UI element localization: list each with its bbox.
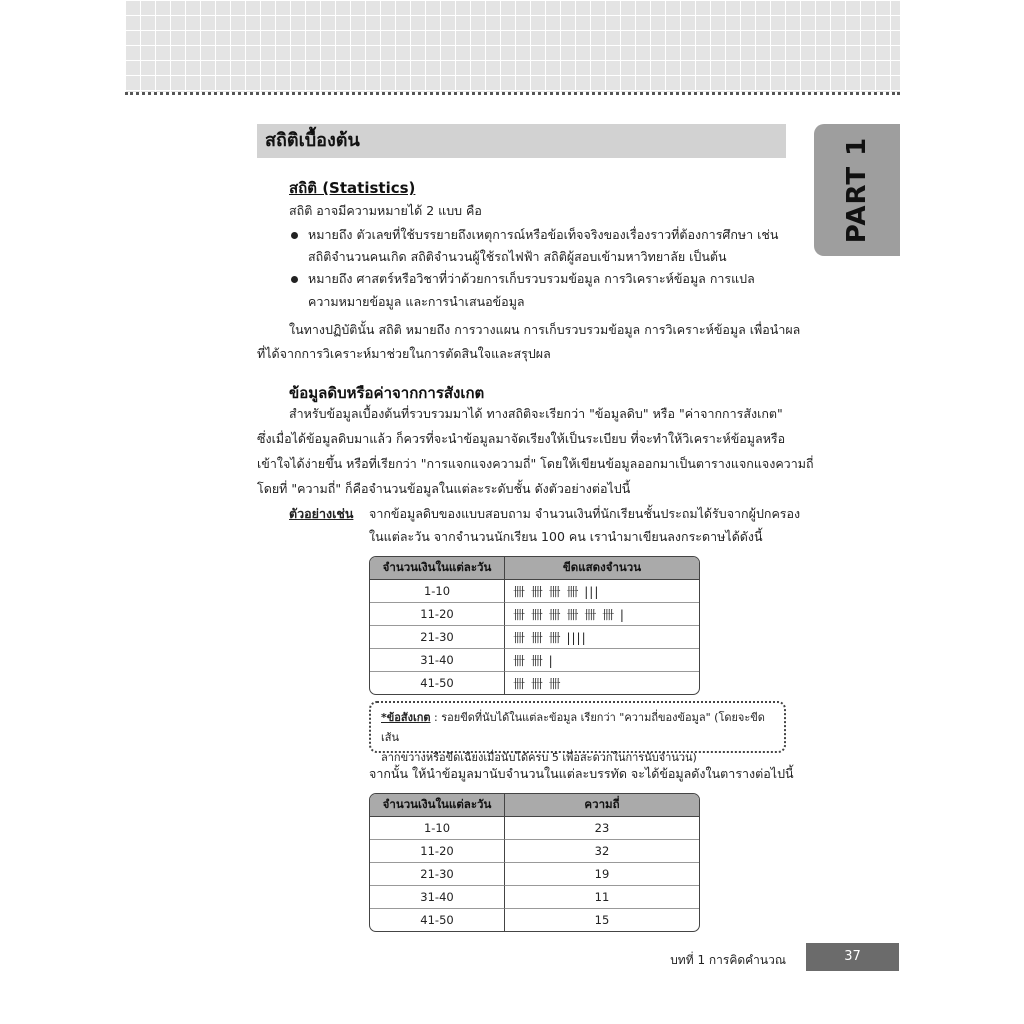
freq-range-cell: 1-10 xyxy=(423,821,451,835)
footer-chapter: บทที่ 1 การคิดคำนวณ xyxy=(670,953,786,967)
note-label: *ข้อสังเกต xyxy=(381,711,431,724)
bullet2-line2: ความหมายข้อมูล และการนำเสนอข้อมูล xyxy=(308,294,525,309)
table-row xyxy=(370,602,699,625)
freq-value-cell: 19 xyxy=(504,862,699,885)
table-row xyxy=(370,885,699,908)
statistics-heading: สถิติ (Statistics) xyxy=(289,179,416,197)
frequency-table xyxy=(369,793,700,932)
tally-range-cell: 41-50 xyxy=(370,671,504,694)
statistics-paragraph-line1: ในทางปฏิบัตินั้น สถิติ หมายถึง การวางแผน การเก็บรวบรวมข้อมูล การวิเคราะห์ข้อมูล เพื่อนำผล xyxy=(289,322,801,337)
raw-data-line4: โดยที่ "ความถี่" ก็คือจำนวนข้อมูลในแต่ละระดับชั้น ดังตัวอย่างต่อไปนี้ xyxy=(257,481,631,496)
tally-marks-cell: 卌 卌 卌 卌 卌 卌 | xyxy=(504,602,699,625)
raw-data-line2: ซึ่งเมื่อได้ข้อมูลดิบมาแล้ว ก็ควรที่จะนำข้อมูลมาจัดเรียงให้เป็นระเบียบ ที่จะทำให้วิเคราะห์ข้อมูลหรือ xyxy=(257,431,786,446)
header-grid-pattern xyxy=(125,0,900,92)
bullet2-line1: หมายถึง ศาสตร์หรือวิชาที่ว่าด้วยการเก็บรวบรวมข้อมูล การวิเคราะห์ข้อมูล การแปล xyxy=(308,271,755,286)
tally-marks-cell: 卌 卌 卌 xyxy=(504,671,699,694)
after-text: จากนั้น ให้นำข้อมูลมานับจำนวนในแต่ละบรรทัด จะได้ข้อมูลดังในตารางต่อไปนี้ xyxy=(369,766,794,781)
table-row xyxy=(370,817,699,839)
note-box xyxy=(369,701,786,764)
freq-value-cell: 32 xyxy=(504,839,699,862)
table-row xyxy=(370,671,699,694)
raw-data-heading: ข้อมูลดิบหรือค่าจากการสังเกต xyxy=(289,384,485,402)
example-line1: จากข้อมูลดิบของแบบสอบถาม จำนวนเงินที่นักเรียนชั้นประถมได้รับจากผู้ปกครอง xyxy=(369,506,801,521)
table-row xyxy=(370,648,699,671)
part-label: PART 1 xyxy=(842,136,872,244)
part-tab xyxy=(814,124,900,256)
raw-data-line3: เข้าใจได้ง่ายขึ้น หรือที่เรียกว่า "การแจกแจงความถี่" โดยให้เขียนข้อมูลออกมาเป็นตารางแจกแจงความถี่ xyxy=(257,456,814,471)
example-line2: ในแต่ละวัน จากจำนวนนักเรียน 100 คน เรานำมาเขียนลงกระดาษได้ดังนี้ xyxy=(369,529,763,544)
header-dotted-divider xyxy=(125,92,900,95)
page-number: 37 xyxy=(806,943,899,971)
tally-header-marks: ขีดแสดงจำนวน xyxy=(504,557,699,580)
tally-header-amount: จำนวนเงินในแต่ละวัน xyxy=(370,557,504,580)
table-row xyxy=(370,625,699,648)
bullet-icon xyxy=(291,232,298,239)
bullet1-line1: หมายถึง ตัวเลขที่ใช้บรรยายถึงเหตุการณ์หรือข้อเท็จจริงของเรื่องราวที่ต้องการศึกษา เช่น xyxy=(308,227,779,242)
freq-range-cell: 11-20 xyxy=(370,839,504,862)
freq-value-cell: 11 xyxy=(504,885,699,908)
freq-range-cell: 21-30 xyxy=(370,862,504,885)
table-row xyxy=(370,862,699,885)
tally-range-cell: 11-20 xyxy=(370,602,504,625)
statistics-paragraph-line2: ที่ได้จากการวิเคราะห์มาช่วยในการตัดสินใจและสรุปผล xyxy=(257,346,551,361)
freq-value-cell: 23 xyxy=(504,817,699,839)
tally-marks-cell: 卌 卌 卌 |||| xyxy=(504,625,699,648)
freq-header-amount: จำนวนเงินในแต่ละวัน xyxy=(370,794,504,817)
table-row xyxy=(370,839,699,862)
tally-marks-cell: 卌 卌 卌 卌 ||| xyxy=(504,580,699,602)
freq-range-cell: 41-50 xyxy=(370,908,504,931)
table-row xyxy=(370,580,699,602)
note-line1-text: : รอยขีดที่นับได้ในแต่ละข้อมูล เรียกว่า "ความถี่ของข้อมูล" (โดยจะขีดเส้น xyxy=(381,711,765,744)
freq-value-cell: 15 xyxy=(504,908,699,931)
note-line1 xyxy=(381,708,774,748)
freq-header-frequency: ความถี่ xyxy=(504,794,699,817)
tally-table xyxy=(369,556,700,695)
freq-range-cell: 31-40 xyxy=(370,885,504,908)
section-title: สถิติเบื้องต้น xyxy=(257,124,786,158)
table-row xyxy=(370,908,699,931)
tally-range-cell: 31-40 xyxy=(370,648,504,671)
note-line2: ลากขวางหรือขีดเฉียงเมื่อนับได้ครบ 5 เพื่อสะดวกในการนับจำนวน) xyxy=(381,751,697,764)
bullet1-line2: สถิติจำนวนคนเกิด สถิติจำนวนผู้ใช้รถไฟฟ้า สถิติผู้สอบเข้ามหาวิทยาลัย เป็นต้น xyxy=(308,249,727,264)
tally-marks-cell: 卌 卌 | xyxy=(504,648,699,671)
statistics-intro: สถิติ อาจมีความหมายได้ 2 แบบ คือ xyxy=(289,203,482,218)
tally-range-cell: 1-10 xyxy=(423,584,451,598)
bullet-icon xyxy=(291,276,298,283)
raw-data-line1: สำหรับข้อมูลเบื้องต้นที่รวบรวมมาได้ ทางสถิติจะเรียกว่า "ข้อมูลดิบ" หรือ "ค่าจากการสังเกต" xyxy=(289,406,783,421)
tally-range-cell: 21-30 xyxy=(370,625,504,648)
example-label: ตัวอย่างเช่น xyxy=(289,506,354,521)
